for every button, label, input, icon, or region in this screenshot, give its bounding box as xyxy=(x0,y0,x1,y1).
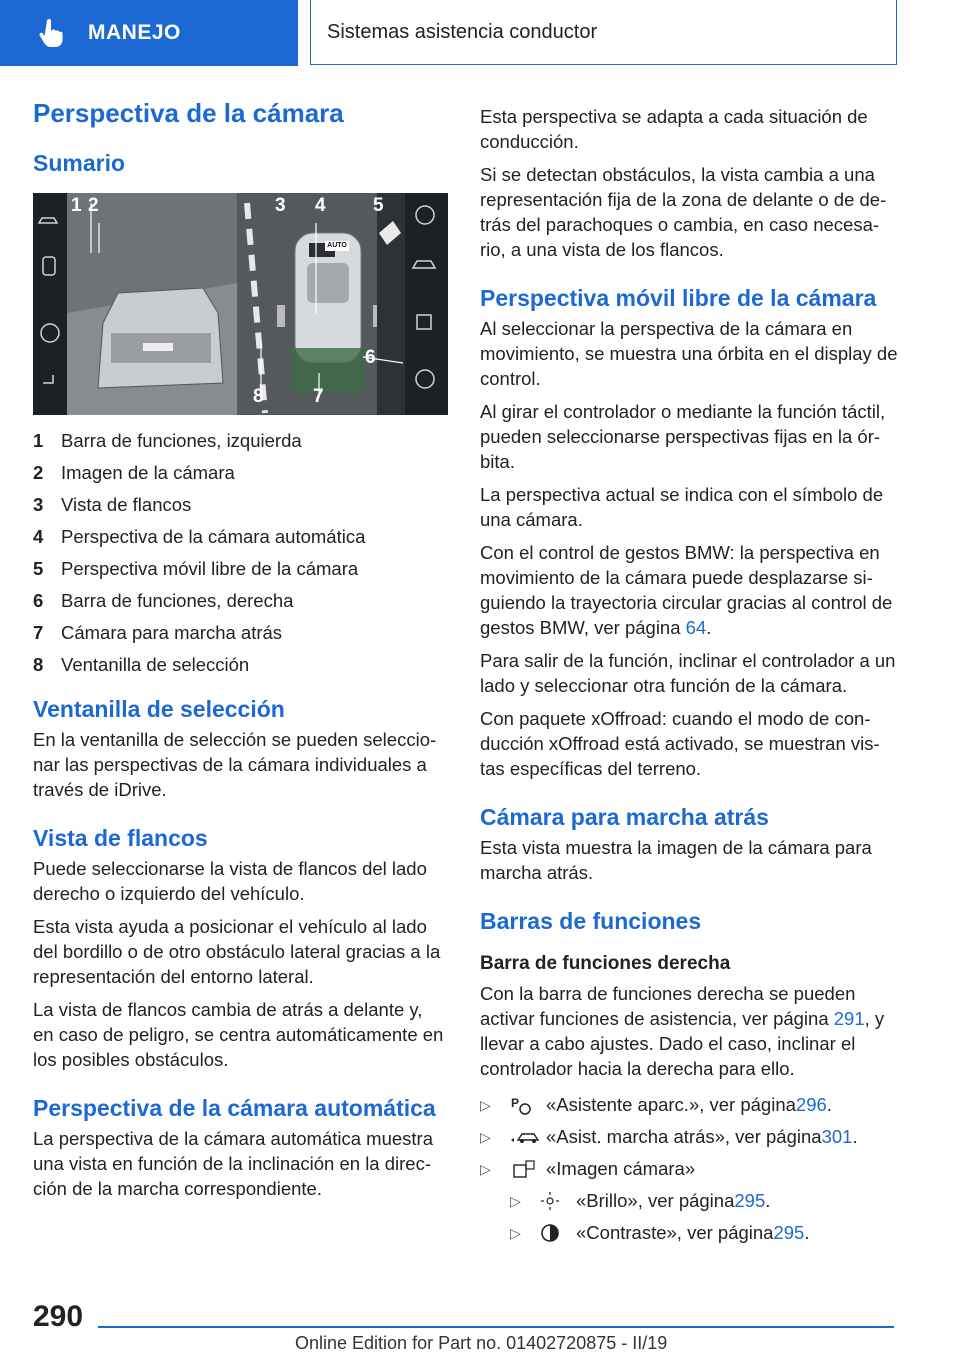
page-number: 290 xyxy=(33,1300,84,1333)
function-list xyxy=(480,1089,898,1249)
legend-item: 4 Perspectiva de la cámara automática xyxy=(33,526,366,547)
function-bars-heading: Barras de funciones xyxy=(480,908,702,934)
figure-callout: 6 xyxy=(365,347,376,368)
list-item: ▷ «Brillo», ver página 295 . xyxy=(480,1185,898,1217)
free-perspective-heading: Perspectiva móvil libre de la cámara xyxy=(480,285,877,311)
page-link[interactable]: 295 xyxy=(734,1190,766,1211)
figure-callout: 5 xyxy=(373,195,384,216)
contrast-icon xyxy=(540,1223,576,1243)
camera-figure xyxy=(33,193,448,415)
auto-perspective-text: La perspectiva de la cámara automática muestra una vista en función de la inclinación en la direc‐ción de la marcha correspondiente. xyxy=(33,1128,434,1199)
triangle-bullet-icon: ▷ xyxy=(510,1225,521,1241)
page-link[interactable]: 64 xyxy=(685,617,707,638)
page-link[interactable]: 296 xyxy=(795,1094,827,1115)
brightness-icon xyxy=(540,1191,576,1211)
auto-perspective-heading: Perspectiva de la cámara automática xyxy=(33,1095,436,1121)
page-link[interactable]: 295 xyxy=(773,1222,805,1243)
overview-heading: Sumario xyxy=(33,150,126,176)
legend-item: 6 Barra de funciones, derecha xyxy=(33,590,294,611)
section-tab[interactable] xyxy=(310,0,897,65)
right-bar-text: Con la barra de funciones derecha se pueden activar funciones de asistencia, ver página 291, y llevar a cabo ajustes. Dado el caso, inclinar el controlador hacia la derecha para ello. xyxy=(480,983,885,1079)
figure-legend xyxy=(33,425,448,681)
list-item: ▷ «Asist. marcha atrás», ver página 301 . xyxy=(480,1121,898,1153)
figure-callout: 7 xyxy=(313,386,324,407)
auto-badge: AUTO xyxy=(327,242,347,249)
list-item: ▷ «Contraste», ver página 295 . xyxy=(480,1217,898,1249)
free-perspective-text-3: La perspectiva actual se indica con el símbolo de una cámara. xyxy=(480,484,884,530)
side-view-text-1: Puede seleccionarse la vista de flancos del lado derecho o izquierdo del vehículo. xyxy=(33,858,427,904)
selection-heading: Ventanilla de selección xyxy=(33,696,285,722)
left-column xyxy=(33,98,448,1209)
footer-divider xyxy=(98,1326,894,1328)
legend-item: 8 Ventanilla de selección xyxy=(33,654,250,675)
auto-perspective-text-2: Esta perspectiva se adapta a cada situación de conducción. xyxy=(480,106,868,152)
rear-camera-text: Esta vista muestra la imagen de la cámara para marcha atrás. xyxy=(480,837,872,883)
legend-item: 5 Perspectiva móvil libre de la cámara xyxy=(33,558,359,579)
triangle-bullet-icon: ▷ xyxy=(510,1193,521,1209)
figure-callout: 8 xyxy=(253,386,264,407)
page-link[interactable]: 291 xyxy=(833,1008,865,1029)
legend-item: 3 Vista de flancos xyxy=(33,494,192,515)
page-link[interactable]: 301 xyxy=(821,1126,853,1147)
auto-perspective-text-3: Si se detectan obstáculos, la vista cambia a una representación fija de la zona de delante o de de‐trás del parachoques o cambia, en caso necesa‐rio, a una vista de los flancos. xyxy=(480,164,887,260)
triangle-bullet-icon: ▷ xyxy=(480,1097,491,1113)
list-item: ▷ P «Asistente aparc.», ver página 296 . xyxy=(480,1089,898,1121)
hand-pointer-icon xyxy=(38,18,68,48)
selection-text: En la ventanilla de selección se pueden seleccio‐nar las perspectivas de la cámara individuales a través de iDrive. xyxy=(33,729,437,800)
chapter-label: MANEJO xyxy=(88,21,181,44)
triangle-bullet-icon: ▷ xyxy=(480,1161,491,1177)
section-label: Sistemas asistencia conductor xyxy=(327,20,598,43)
free-perspective-text-2: Al girar el controlador o mediante la función táctil, pueden seleccionarse perspectivas fijas en la ór‐bita. xyxy=(480,401,886,472)
list-item: ▷ «Imagen cámara» xyxy=(480,1153,898,1185)
legend-item: 1 Barra de funciones, izquierda xyxy=(33,430,302,451)
rear-camera-heading: Cámara para marcha atrás xyxy=(480,804,769,830)
side-view-heading: Vista de flancos xyxy=(33,825,208,851)
reversing-assistant-icon xyxy=(510,1128,546,1146)
figure-callout: 3 xyxy=(275,195,286,216)
page-header xyxy=(0,0,960,66)
free-perspective-text-5: Para salir de la función, inclinar el controlador a un lado y seleccionar otra función de la cámara. xyxy=(480,650,896,696)
side-view-text-3: La vista de flancos cambia de atrás a delante y, en caso de peligro, se centra automáticamente en los posibles obstáculos. xyxy=(33,999,444,1070)
right-column xyxy=(480,104,898,1249)
camera-image-icon xyxy=(510,1159,546,1179)
legend-item: 2 Imagen de la cámara xyxy=(33,462,235,483)
footer-edition: Online Edition for Part no. 01402720875 - II/19 xyxy=(295,1333,668,1353)
legend-item: 7 Cámara para marcha atrás xyxy=(33,622,283,643)
free-perspective-text-1: Al seleccionar la perspectiva de la cámara en movimiento, se muestra una órbita en el display de control. xyxy=(480,318,898,389)
parking-assistant-icon xyxy=(510,1094,546,1116)
page-title: Perspectiva de la cámara xyxy=(33,98,344,128)
svg-text:P: P xyxy=(511,1096,520,1110)
chapter-tab[interactable] xyxy=(0,0,298,66)
figure-callout: 1 xyxy=(71,195,82,216)
side-view-text-2: Esta vista ayuda a posicionar el vehículo al lado del bordillo o de otro obstáculo lateral gracias a la representación del entorno lateral. xyxy=(33,916,441,987)
free-perspective-text-4: Con el control de gestos BMW: la perspectiva en movimiento de la cámara puede desplazarse si‐guiendo la trayectoria circular gracias al control de gestos BMW, ver página 64. xyxy=(480,542,893,638)
right-bar-heading: Barra de funciones derecha xyxy=(480,953,731,974)
figure-callout: 2 xyxy=(88,195,99,216)
triangle-bullet-icon: ▷ xyxy=(480,1129,491,1145)
figure-callout: 4 xyxy=(315,195,326,216)
free-perspective-text-6: Con paquete xOffroad: cuando el modo de con‐ducción xOffroad está activado, se muestran vis‐tas específicas del terreno. xyxy=(480,708,880,779)
camera-figure-image xyxy=(33,193,448,415)
